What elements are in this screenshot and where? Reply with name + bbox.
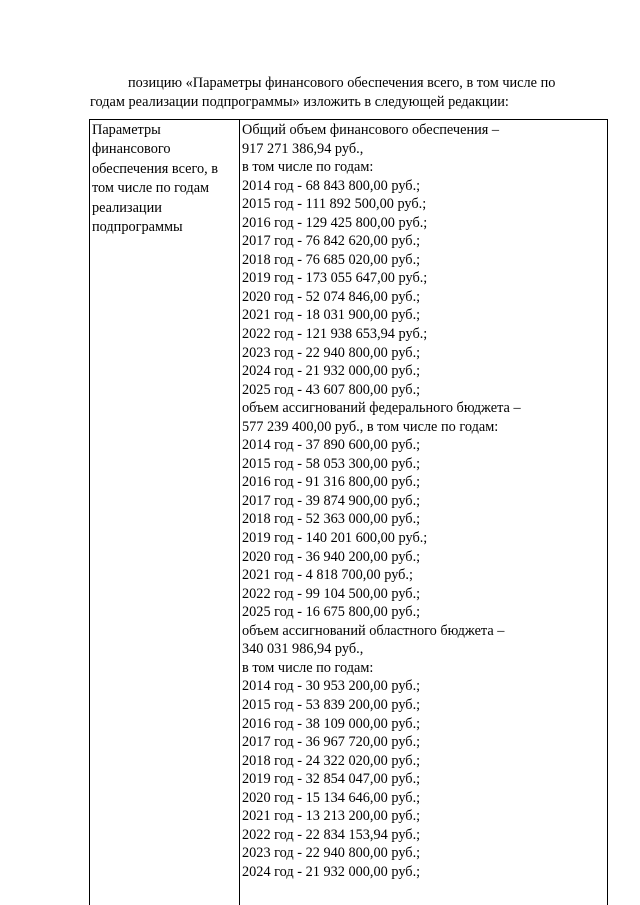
funding-value-line: 2020 год - 52 074 846,00 руб.; (242, 288, 421, 305)
parameter-name-cell (90, 120, 240, 905)
funding-value-line: 917 271 386,94 руб., (242, 140, 364, 157)
parameter-name-line: Параметры (92, 122, 161, 138)
funding-value-line: 2017 год - 76 842 620,00 руб.; (242, 233, 421, 250)
parameter-name-line: обеспечения всего, в (92, 160, 218, 177)
funding-value-line: 2020 год - 15 134 646,00 руб.; (242, 789, 421, 806)
funding-value-line: 2023 год - 22 940 800,00 руб.; (242, 845, 421, 862)
funding-value-line: 2014 год - 37 890 600,00 руб.; (242, 437, 421, 454)
funding-value-line: 2024 год - 21 932 000,00 руб.; (242, 863, 421, 880)
parameter-name-line: том числе по годам (92, 180, 210, 197)
funding-value-line: 2019 год - 140 201 600,00 руб.; (242, 530, 428, 547)
funding-value-line: 2015 год - 53 839 200,00 руб.; (242, 696, 421, 713)
funding-value-line: 2015 год - 111 892 500,00 руб.; (242, 196, 427, 213)
funding-value-line: 2019 год - 173 055 647,00 руб.; (242, 270, 428, 287)
funding-value-line: 2024 год - 21 932 000,00 руб.; (242, 363, 421, 380)
funding-value-line: 2017 год - 39 874 900,00 руб.; (242, 492, 421, 509)
intro-line-1: позицию «Параметры финансового обеспечения всего, в том числе по (128, 75, 556, 91)
funding-value-line: 2015 год - 58 053 300,00 руб.; (242, 455, 421, 472)
funding-value-line: 2021 год - 13 213 200,00 руб.; (242, 808, 421, 825)
parameter-name-line: подпрограммы (92, 219, 183, 236)
funding-table (89, 119, 608, 905)
funding-value-line: 2016 год - 91 316 800,00 руб.; (242, 474, 421, 491)
funding-value-line: 2023 год - 22 940 800,00 руб.; (242, 344, 421, 361)
intro-line-2: годам реализации подпрограммы» изложить в следующей редакции: (90, 94, 509, 110)
funding-value-line: 2016 год - 129 425 800,00 руб.; (242, 214, 428, 231)
funding-value-line: 2021 год - 4 818 700,00 руб.; (242, 567, 413, 584)
funding-values-cell (240, 120, 607, 905)
funding-value-line: объем ассигнований областного бюджета – (242, 622, 505, 639)
funding-value-line: 2022 год - 99 104 500,00 руб.; (242, 585, 421, 602)
funding-value-line: 340 031 986,94 руб., (242, 641, 364, 658)
funding-value-line: 2018 год - 24 322 020,00 руб.; (242, 752, 421, 769)
parameter-name-line: финансового (92, 141, 171, 158)
funding-value-line: 2014 год - 68 843 800,00 руб.; (242, 177, 421, 194)
funding-value-line: 2019 год - 32 854 047,00 руб.; (242, 771, 421, 788)
funding-value-line: 2016 год - 38 109 000,00 руб.; (242, 715, 421, 732)
funding-value-line: в том числе по годам: (242, 159, 374, 176)
funding-value-line: в том числе по годам: (242, 659, 374, 676)
funding-value-line: Общий объем финансового обеспечения – (242, 122, 500, 138)
funding-value-line: 2018 год - 52 363 000,00 руб.; (242, 511, 421, 528)
intro-paragraph (90, 74, 608, 112)
funding-value-line: 2014 год - 30 953 200,00 руб.; (242, 678, 421, 695)
funding-value-line: 2022 год - 121 938 653,94 руб.; (242, 326, 428, 343)
funding-value-line: 2025 год - 16 675 800,00 руб.; (242, 604, 421, 621)
funding-value-line: 2020 год - 36 940 200,00 руб.; (242, 548, 421, 565)
funding-value-line: 2022 год - 22 834 153,94 руб.; (242, 826, 421, 843)
parameter-name-line: реализации (92, 199, 162, 216)
funding-value-line: объем ассигнований федерального бюджета – (242, 400, 521, 417)
funding-value-line: 2021 год - 18 031 900,00 руб.; (242, 307, 421, 324)
funding-value-line: 2018 год - 76 685 020,00 руб.; (242, 251, 421, 268)
funding-value-line: 2017 год - 36 967 720,00 руб.; (242, 734, 421, 751)
funding-value-line: 577 239 400,00 руб., в том числе по годам: (242, 418, 499, 435)
funding-value-line: 2025 год - 43 607 800,00 руб.; (242, 381, 421, 398)
